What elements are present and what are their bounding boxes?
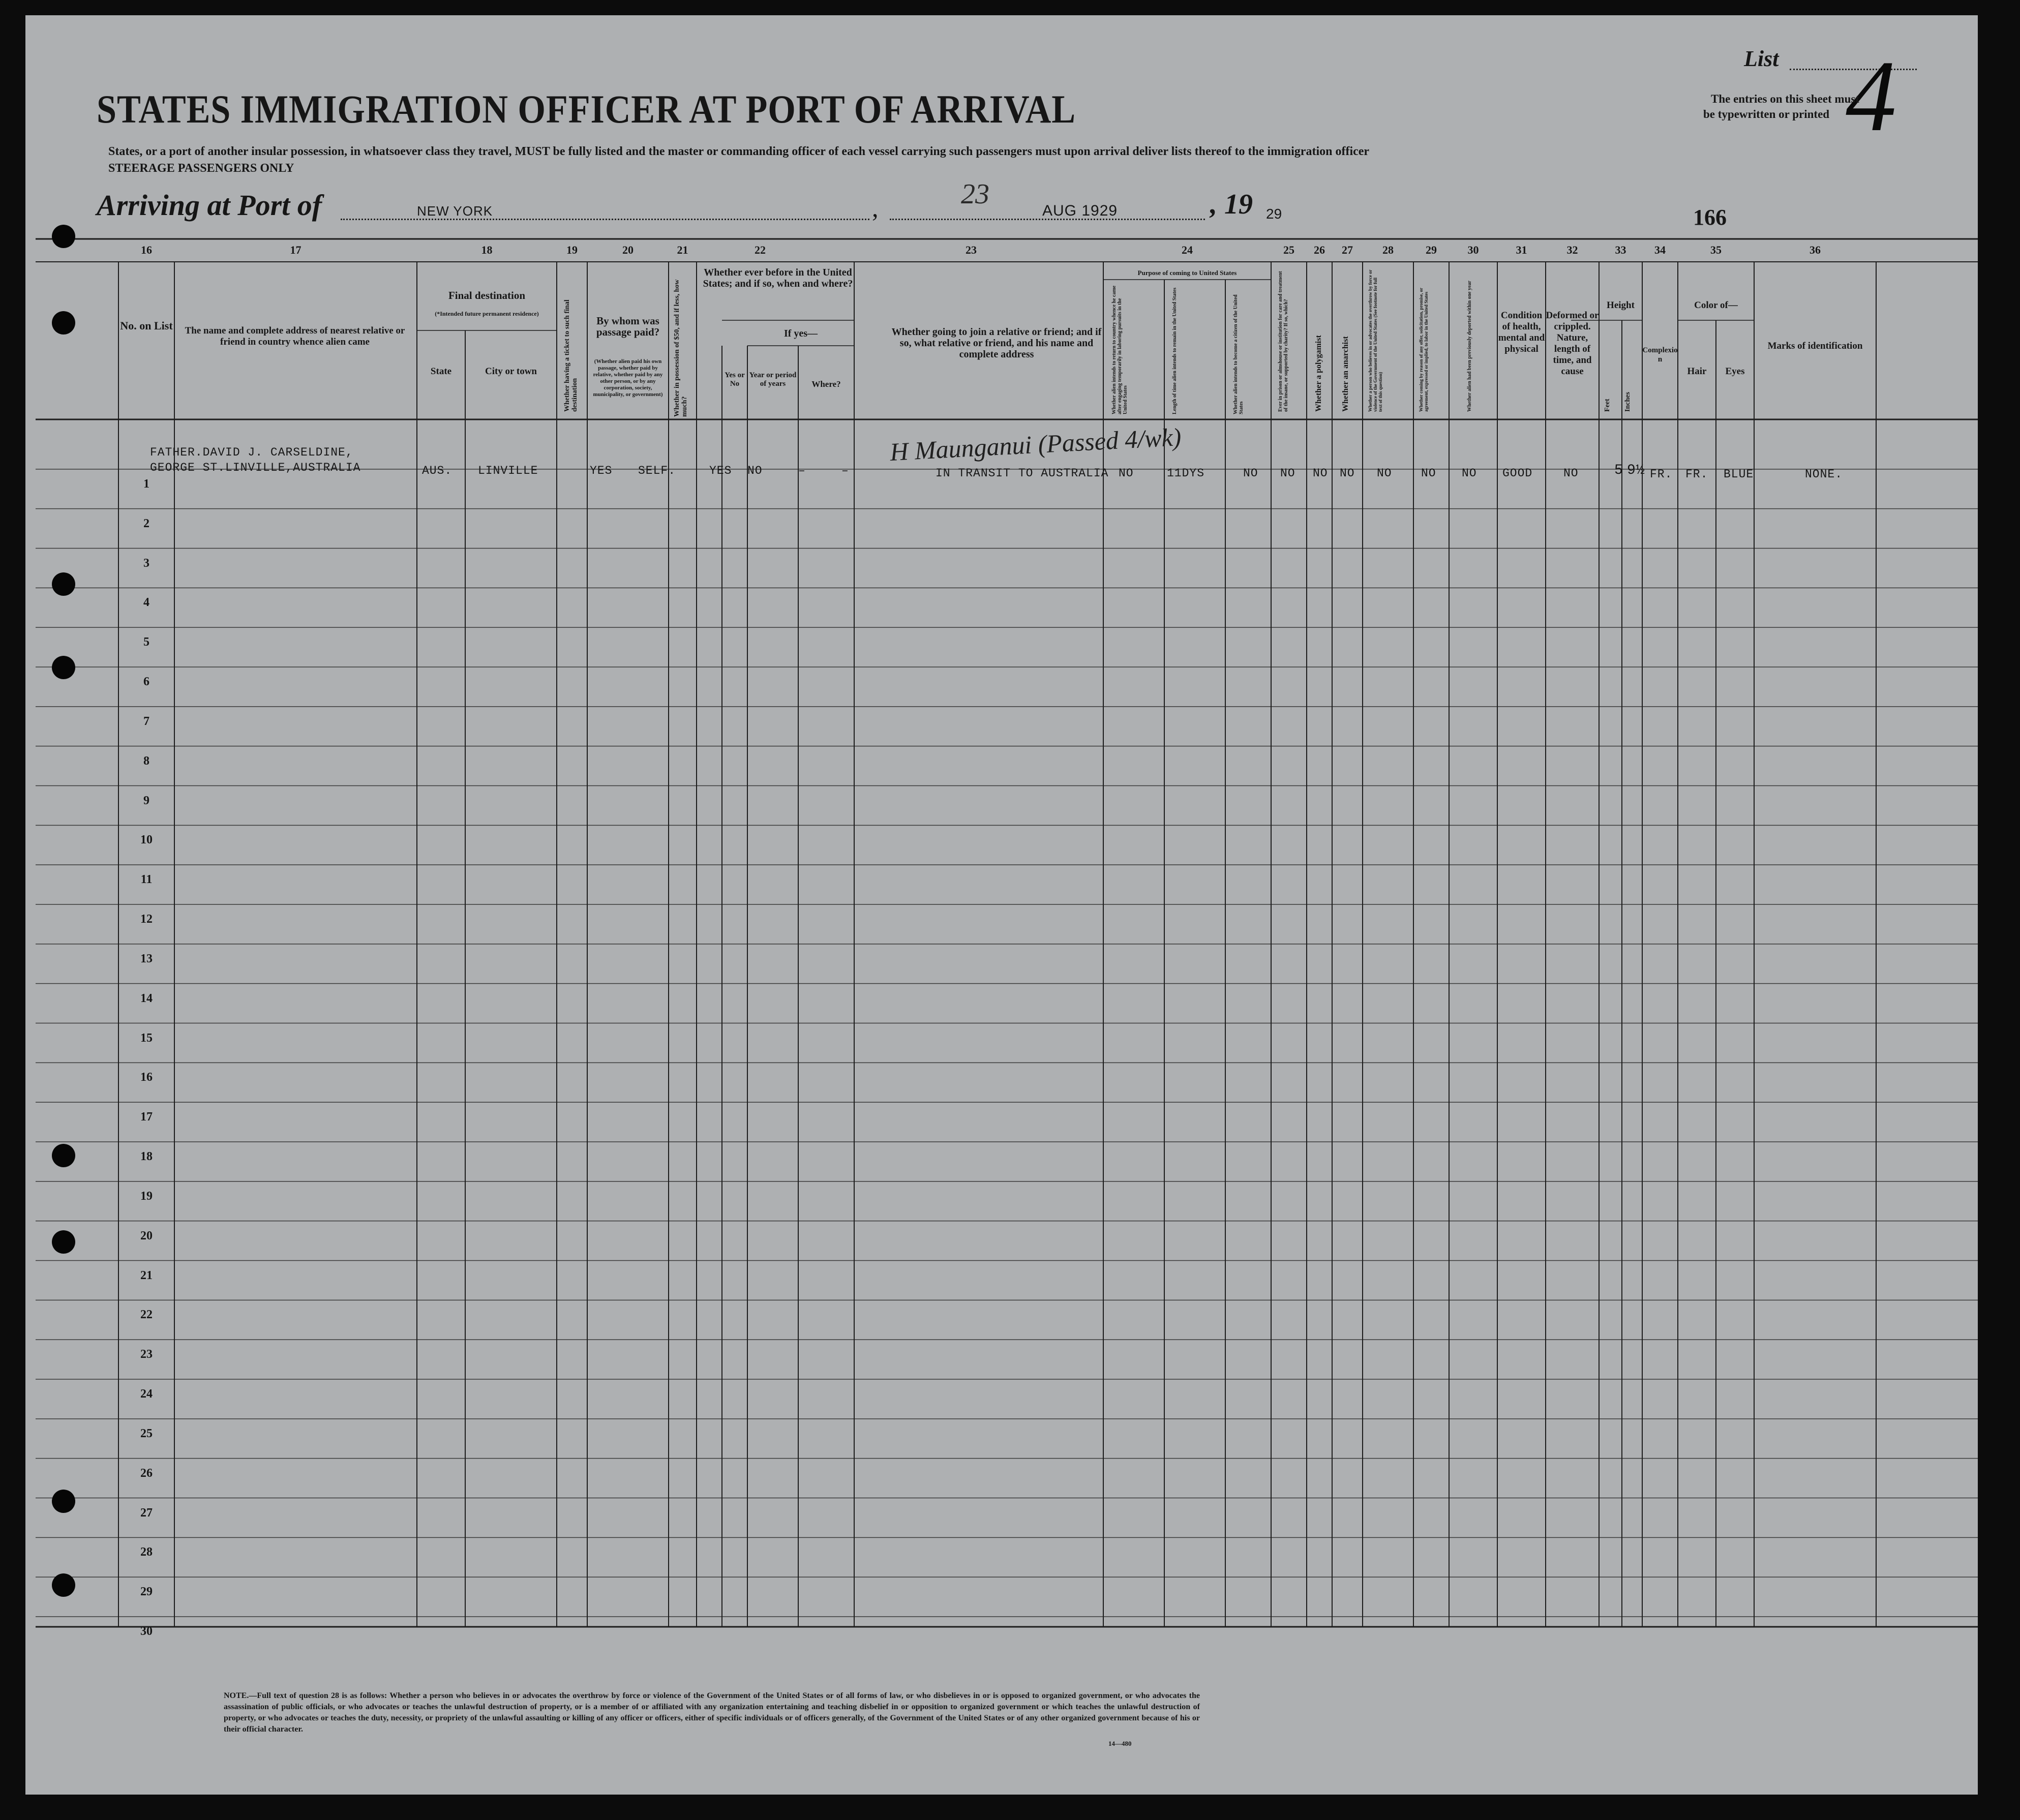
entry-city: LINVILLE: [478, 464, 538, 477]
header-city: City or town: [485, 366, 537, 377]
row-number: 12: [140, 913, 153, 926]
row-number: 20: [140, 1229, 153, 1242]
header-state: State: [430, 366, 452, 377]
steerage-note: STEERAGE PASSENGERS ONLY: [108, 162, 294, 175]
entry-marks: NONE.: [1805, 468, 1843, 481]
comma-1: ,: [872, 194, 879, 222]
header-feet: Feet: [1604, 399, 1611, 412]
row-number: 3: [143, 556, 149, 570]
footnote: NOTE.—Full text of question 28 is as follows: Whether a person who believes in or advocates the overthrow by force or violence of the Government of the United States or of all forms of law, or who disbelieves in or is opposed to organized government, or who advocates the assassination of public officials, or who advocates or teaches the unlawful destruction of property, or is a member of or affiliated with any organization entertaining and teaching disbelief in or opposition to organized government or which teaches the unlawful destruction of property, or who advocates or teaches the duty, necessity, or propriety of the unlawful assaulting or killing of any officer or officers, either of specific individuals or of officers generally, of the Government of the United States or of any other organized government because of his or their official character.: [224, 1691, 1200, 1734]
row-number: 26: [140, 1466, 153, 1480]
colnum-18: 18: [481, 244, 493, 256]
colnum-22: 22: [755, 244, 766, 256]
year-suffix: 29: [1266, 206, 1282, 222]
entry-relative-line2: GEORGE ST.LINVILLE,AUSTRALIA: [150, 461, 361, 474]
colnum-24: 24: [1182, 244, 1193, 256]
punch-hole: [52, 1490, 75, 1513]
header-if-yes: If yes—: [783, 328, 818, 339]
entry-state: AUS.: [422, 464, 453, 477]
colnum-23: 23: [966, 244, 977, 256]
colnum-30: 30: [1467, 244, 1479, 256]
date-handwritten: 23: [961, 178, 989, 210]
manifest-sheet: [25, 15, 1978, 1795]
entry-length: 11DYS: [1167, 467, 1205, 480]
punch-hole: [52, 1144, 75, 1167]
colnum-20: 20: [622, 244, 634, 256]
header-height: Height: [1607, 300, 1635, 311]
colnum-21: 21: [677, 244, 688, 256]
colnum-17: 17: [290, 244, 302, 256]
instruction-line: States, or a port of another insular possession, in whatsoever class they travel, MUST be fully listed and the master or commanding officer of each vessel carrying such passengers must upon arrival deliver lists thereof to the immigration officer: [108, 145, 1370, 158]
entry-joining: IN TRANSIT TO AUSTRALIA: [936, 467, 1109, 480]
colnum-29: 29: [1426, 244, 1437, 256]
header-years: Year or period of years: [749, 371, 797, 388]
page-number: 166: [1693, 205, 1727, 230]
punch-hole: [52, 1230, 75, 1254]
row-number: 11: [140, 873, 153, 887]
row-number: 25: [140, 1427, 153, 1440]
entry-polygamist: NO: [1313, 467, 1328, 480]
row-number: 28: [140, 1545, 153, 1559]
colnum-27: 27: [1342, 244, 1353, 256]
header-passage-paid: By whom was passage paid?: [596, 315, 660, 338]
entry-where: –: [841, 464, 849, 477]
entry-prison: NO: [1280, 467, 1295, 480]
entry-deformed: NO: [1563, 467, 1579, 480]
colnum-28: 28: [1382, 244, 1394, 256]
entry-hair: FR.: [1685, 468, 1708, 481]
header-inches: Inches: [1624, 392, 1632, 412]
entry-offer: NO: [1421, 467, 1436, 480]
header-fifty-dollars: Whether in possession of $50, and if less, how much?: [673, 279, 688, 417]
header-deformed: Deformed or crippled. Nature, length of time, and cause: [1546, 310, 1599, 377]
row-number: 13: [140, 952, 153, 965]
row-number: 24: [140, 1387, 153, 1401]
page-title: STATES IMMIGRATION OFFICER AT PORT OF ARRIVAL: [97, 87, 1076, 131]
arriving-label: Arriving at Port of: [97, 189, 322, 222]
colnum-34: 34: [1654, 244, 1666, 256]
row-number: 10: [140, 833, 153, 847]
entry-eyes: BLUE: [1724, 468, 1754, 481]
header-purpose-length: Length of time alien intends to remain in the United States: [1172, 287, 1178, 414]
header-deported: Whether alien had been previously deported within one year: [1467, 281, 1472, 412]
row-number: 17: [140, 1110, 153, 1124]
date-stamp: AUG 1929: [1042, 202, 1118, 219]
header-where: Where?: [811, 379, 841, 389]
header-purpose-return: Whether alien intends to return to country whence he came after engaging temporarily in laboring pursuits in the United States: [1111, 285, 1128, 414]
colnum-35: 35: [1710, 244, 1722, 256]
colnum-31: 31: [1516, 244, 1527, 256]
entry-anarchist: NO: [1340, 467, 1355, 480]
punch-hole: [52, 225, 75, 248]
entry-inches: 9½: [1627, 463, 1645, 478]
entry-ticket: YES: [590, 464, 613, 477]
header-joining-relative: Whether going to join a relative or friend; and if so, what relative or friend, and his name and complete address: [891, 326, 1102, 360]
comma-2: ,: [1210, 189, 1224, 220]
header-purpose-citizen: Whether alien intends to become a citizen of the United States: [1233, 294, 1244, 414]
punch-hole: [52, 1573, 75, 1597]
entry-health: GOOD: [1502, 467, 1533, 480]
colnum-26: 26: [1314, 244, 1325, 256]
row-number: 9: [143, 794, 149, 807]
header-passage-paid-note: (Whether alien paid his own passage, whether paid by relative, whether paid by any other person, or by any corporation, society, municipality, or government): [593, 358, 663, 398]
row-number: 14: [140, 991, 153, 1005]
typewritten-note-1: The entries on this sheet must: [1711, 93, 1859, 105]
row-number: 6: [143, 675, 149, 689]
entry-relative-line1: FATHER.DAVID J. CARSELDINE,: [150, 446, 353, 459]
colnum-16: 16: [141, 244, 152, 256]
entry-citizen: NO: [1243, 467, 1258, 480]
table-grid: [25, 15, 1978, 1795]
row-number: 23: [140, 1348, 153, 1361]
header-no-on-list: No. on List: [120, 319, 173, 332]
entry-years: –: [798, 464, 806, 477]
entry-complexion: FR.: [1650, 468, 1673, 481]
colnum-33: 33: [1615, 244, 1626, 256]
punch-hole: [52, 572, 75, 596]
row-number: 30: [140, 1625, 153, 1639]
header-overthrow: Whether a person who believes in or advocates the overthrow by force or violence of the Government of the United States (See footnote for full text of this question): [1368, 269, 1383, 412]
row-number: 8: [143, 754, 149, 768]
row-number: 15: [140, 1031, 153, 1045]
row-number: 5: [143, 635, 149, 649]
row-number: 21: [140, 1268, 153, 1282]
header-prison: Ever in prison or almshouse or institution for care and treatment of the insane, or supported by charity? If so, which?: [1278, 271, 1289, 412]
colnum-32: 32: [1566, 244, 1578, 256]
header-nearest-relative: The name and complete address of nearest relative or friend in country whence alien came: [185, 325, 405, 347]
row-number: 16: [140, 1071, 153, 1084]
header-final-destination-note: (*Intended future permanent residence): [435, 310, 539, 317]
row-number: 18: [140, 1150, 153, 1164]
row-number: 27: [140, 1506, 153, 1520]
header-anarchist: Whether an anarchist: [1341, 336, 1350, 412]
row-number: 1: [143, 477, 149, 491]
colnum-19: 19: [566, 244, 578, 256]
header-complexion: Complexion: [1642, 346, 1678, 363]
port-value: NEW YORK: [417, 203, 493, 219]
entry-fifty: YES: [709, 464, 732, 477]
header-purpose: Purpose of coming to United States: [1137, 269, 1237, 277]
entry-return-country: NO: [1119, 467, 1134, 480]
entry-deported: NO: [1462, 467, 1477, 480]
row-number: 2: [143, 517, 149, 530]
header-final-destination: Final destination: [448, 289, 526, 301]
colnum-36: 36: [1810, 244, 1821, 256]
entry-overthrow: NO: [1377, 467, 1392, 480]
year-prefix-text: 19: [1224, 189, 1253, 220]
entry-before-us: NO: [747, 464, 763, 477]
header-yes-no: Yes or No: [725, 371, 745, 388]
list-number: 4: [1846, 40, 1896, 153]
typewritten-note-2: be typewritten or printed: [1703, 108, 1830, 120]
entry-handwritten-23: H Maunganui (Passed 4/wk): [889, 422, 1182, 466]
entry-paid-by: SELF.: [638, 464, 676, 477]
header-before-in-us: Whether ever before in the United States; and if so, when and where?: [703, 267, 853, 289]
header-polygamist: Whether a polygamist: [1314, 335, 1323, 412]
form-code: 14—480: [1108, 1740, 1132, 1747]
header-ticket: Whether having a ticket to such final destination: [563, 299, 579, 412]
row-number: 22: [140, 1308, 153, 1322]
header-eyes: Eyes: [1725, 366, 1745, 377]
punch-hole: [52, 656, 75, 679]
header-color-of: Color of—: [1694, 300, 1738, 311]
header-offer-labor: Whether coming by reason of any offer, solicitation, promise, or agreement, expressed or implied, to labor in the United States: [1419, 288, 1429, 412]
punch-hole: [52, 311, 75, 335]
row-number: 19: [140, 1189, 153, 1203]
colnum-25: 25: [1283, 244, 1294, 256]
row-number: 4: [143, 596, 149, 610]
entry-feet: 5: [1614, 463, 1623, 478]
header-marks: Marks of identification: [1767, 341, 1863, 351]
row-number: 7: [143, 714, 149, 728]
header-health: Condition of health, mental and physical: [1498, 310, 1545, 354]
row-number: 29: [140, 1585, 153, 1599]
list-label: List: [1744, 46, 1779, 71]
header-hair: Hair: [1687, 366, 1707, 377]
